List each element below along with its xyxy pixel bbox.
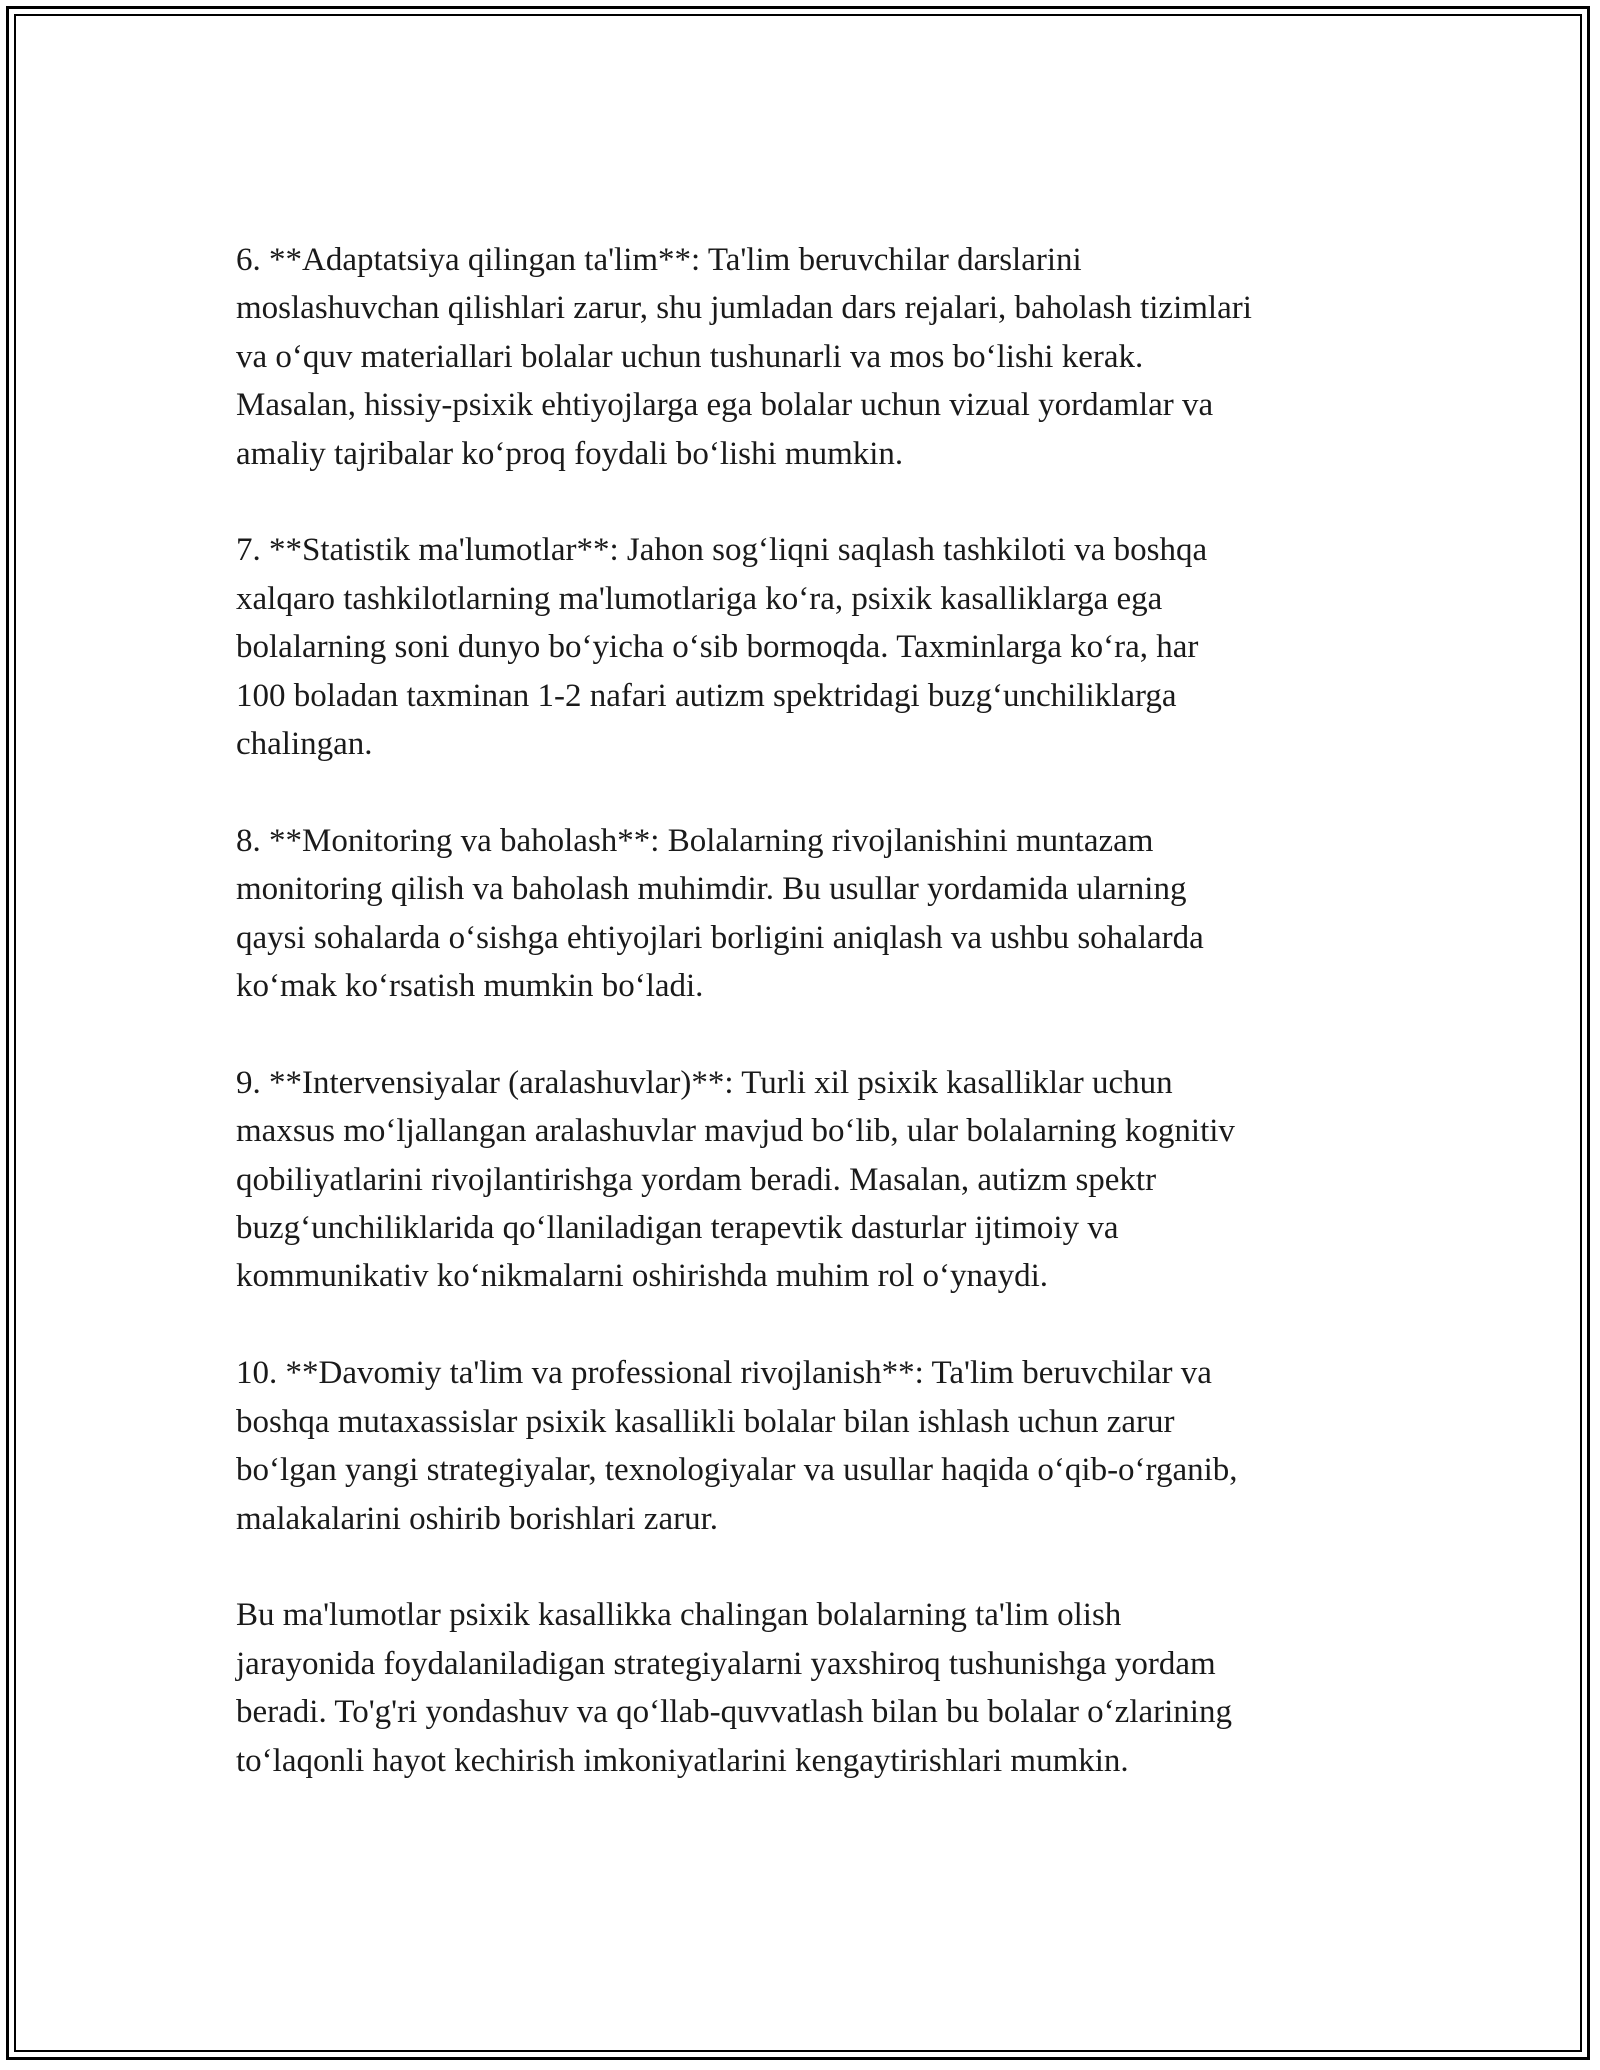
- paragraph-adaptatsiya: [236, 236, 1386, 478]
- text-line: va o‘quv materiallari bolalar uchun tushunarli va mos bo‘lishi kerak.: [236, 338, 1144, 375]
- text-line: qobiliyatlarini rivojlantirishga yordam beradi. Masalan, autizm spektr: [236, 1161, 1157, 1198]
- text-line: 8. **Monitoring va baholash**: Bolalarning rivojlanishini muntazam: [236, 822, 1154, 859]
- text-line: maxsus mo‘ljallangan aralashuvlar mavjud bo‘lib, ular bolalarning kognitiv: [236, 1113, 1235, 1150]
- text-line: beradi. To'g'ri yondashuv va qo‘llab-quvvatlash bilan bu bolalar o‘zlarining: [236, 1694, 1232, 1731]
- text-line: monitoring qilish va baholash muhimdir. Bu usullar yordamida ularning: [236, 871, 1187, 908]
- text-line: 10. **Davomiy ta'lim va professional rivojlanish**: Ta'lim beruvchilar va: [236, 1355, 1212, 1392]
- paragraph-davomiy-talim: [236, 1349, 1386, 1543]
- text-line: kommunikativ ko‘nikmalarni oshirishda muhim rol o‘ynaydi.: [236, 1258, 1049, 1295]
- text-line: 6. **Adaptatsiya qilingan ta'lim**: Ta'lim beruvchilar darslarini: [236, 242, 1082, 278]
- text-line: malakalarini oshirib borishlari zarur.: [236, 1500, 719, 1537]
- text-line: amaliy tajribalar ko‘proq foydali bo‘lishi mumkin.: [236, 435, 904, 472]
- text-line: bo‘lgan yangi strategiyalar, texnologiyalar va usullar haqida o‘qib-o‘rganib,: [236, 1452, 1238, 1489]
- text-line: chalingan.: [236, 726, 373, 763]
- text-line: 9. **Intervensiyalar (aralashuvlar)**: Turli xil psixik kasalliklar uchun: [236, 1064, 1173, 1101]
- document-body: [236, 236, 1386, 1833]
- text-line: 7. **Statistik ma'lumotlar**: Jahon sog‘liqni saqlash tashkiloti va boshqa: [236, 532, 1208, 569]
- text-line: xalqaro tashkilotlarning ma'lumotlariga ko‘ra, psixik kasalliklarga ega: [236, 580, 1163, 617]
- text-line: 100 boladan taxminan 1-2 nafari autizm spektridagi buzg‘unchiliklarga: [236, 677, 1177, 714]
- paragraph-intervensiyalar: [236, 1059, 1386, 1301]
- paragraph-monitoring: [236, 817, 1386, 1011]
- text-line: qaysi sohalarda o‘sishga ehtiyojlari borligini aniqlash va ushbu sohalarda: [236, 919, 1204, 956]
- text-line: Masalan, hissiy-psixik ehtiyojlarga ega bolalar uchun vizual yordamlar va: [236, 387, 1214, 424]
- text-line: ko‘mak ko‘rsatish mumkin bo‘ladi.: [236, 968, 704, 1005]
- text-line: boshqa mutaxassislar psixik kasallikli bolalar bilan ishlash uchun zarur: [236, 1403, 1175, 1440]
- text-line: moslashuvchan qilishlari zarur, shu jumladan dars rejalari, baholash tizimlari: [236, 290, 1252, 327]
- text-line: Bu ma'lumotlar psixik kasallikka chalingan bolalarning ta'lim olish: [236, 1597, 1122, 1634]
- text-line: buzg‘unchiliklarida qo‘llaniladigan terapevtik dasturlar ijtimoiy va: [236, 1210, 1119, 1247]
- paragraph-conclusion: [236, 1591, 1386, 1785]
- text-line: bolalarning soni dunyo bo‘yicha o‘sib bormoqda. Taxminlarga ko‘ra, har: [236, 629, 1199, 666]
- text-line: to‘laqonli hayot kechirish imkoniyatlarini kengaytirishlari mumkin.: [236, 1742, 1129, 1779]
- paragraph-statistik: [236, 526, 1386, 768]
- text-line: jarayonida foydalaniladigan strategiyalarni yaxshiroq tushunishga yordam: [236, 1645, 1216, 1682]
